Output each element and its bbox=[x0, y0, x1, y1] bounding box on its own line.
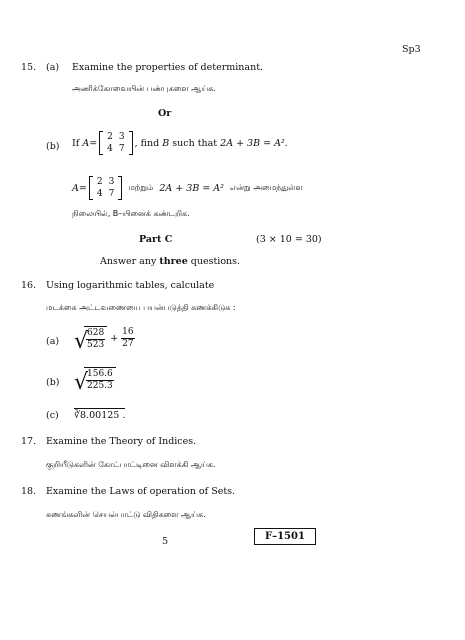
q15b-tamil-mid: மற்றும் bbox=[128, 183, 154, 192]
q15b-find: , find bbox=[134, 137, 160, 149]
q15b-tamil-line1 bbox=[72, 176, 303, 200]
matrix-cell: 7 bbox=[108, 189, 115, 199]
q15b-matrix bbox=[99, 131, 132, 155]
q17-tamil: குறியீடுகளின் கோட்பாட்டினை விளக்கி ஆய்க. bbox=[46, 460, 216, 469]
q16-text: Using logarithmic tables, calculate bbox=[46, 280, 215, 291]
q16b-label: (b) bbox=[46, 377, 60, 388]
radical-icon: √ bbox=[74, 370, 89, 395]
partc-marks: (3 × 10 = 30) bbox=[256, 234, 322, 245]
q16a-numerator2: 16 bbox=[122, 327, 134, 337]
q15b-tamil-eq: = bbox=[78, 182, 87, 194]
q18-number: 18. bbox=[21, 486, 37, 497]
q15b-tamil-matrix bbox=[89, 176, 122, 200]
q17-text: Examine the Theory of Indices. bbox=[46, 436, 197, 447]
q16a-label: (a) bbox=[46, 336, 60, 347]
q17-number: 17. bbox=[21, 436, 37, 447]
q15a-tamil: அணிக்கோவையின் பண்புகளை ஆய்க. bbox=[72, 84, 216, 93]
q16b-denominator: 225.3 bbox=[87, 381, 113, 391]
q16-number: 16. bbox=[21, 280, 37, 291]
q15b-tamil-line2: நிலையில், B–யினைக் கண்டறிக. bbox=[72, 209, 190, 218]
partc-instruction-post: questions. bbox=[190, 256, 241, 267]
q16c-expression: ∛8.00125 . bbox=[74, 410, 126, 421]
matrix-cell: 4 bbox=[96, 189, 103, 199]
q15b-label: (b) bbox=[46, 141, 60, 152]
q16a-denominator2: 27 bbox=[122, 339, 134, 349]
q16a-plus: + bbox=[110, 333, 119, 344]
header-code: Sp3 bbox=[402, 44, 421, 55]
q15a-text: Examine the properties of determinant. bbox=[72, 62, 264, 73]
q15b-tamil-end: என்று அமைந்துள்ள bbox=[230, 183, 303, 192]
q15b-equation: 2A + 3B = A². bbox=[220, 137, 288, 149]
matrix-cell: 4 bbox=[107, 144, 113, 154]
q15b-such: such that bbox=[172, 137, 218, 149]
q15-or: Or bbox=[158, 108, 172, 119]
q16a-fraction2 bbox=[121, 327, 134, 350]
q15b-statement bbox=[72, 131, 288, 155]
q16a-fraction bbox=[86, 328, 105, 351]
partc-title: Part C bbox=[139, 234, 173, 245]
q15b-var-b: B bbox=[162, 137, 170, 149]
q15-number: 15. bbox=[21, 62, 37, 73]
matrix-cell: 2 bbox=[107, 132, 113, 142]
q15b-eq: = bbox=[89, 137, 98, 149]
q16b-expression bbox=[74, 367, 116, 395]
q16b-fraction bbox=[86, 369, 114, 392]
q16-tamil: மடக்கை அட்டவணையை பயன்படுத்தி கணக்கிடுக : bbox=[46, 303, 236, 312]
q15a-label: (a) bbox=[46, 62, 60, 73]
partc-instruction-bold: three bbox=[159, 256, 188, 267]
q16b-sqrt bbox=[74, 367, 116, 395]
q16b-numerator: 156.6 bbox=[87, 369, 113, 379]
q15b-var-a: A bbox=[82, 137, 90, 149]
partc-instruction bbox=[100, 256, 240, 267]
q16a-expression bbox=[74, 326, 135, 354]
q16a-sqrt bbox=[74, 326, 107, 354]
matrix-cell: 7 bbox=[118, 144, 125, 154]
q15b-tamil-equation: 2A + 3B = A² bbox=[159, 182, 224, 194]
q16c-label: (c) bbox=[46, 410, 59, 421]
radical-icon: √ bbox=[74, 329, 89, 354]
matrix-cell: 3 bbox=[118, 132, 125, 142]
page-number: 5 bbox=[162, 536, 169, 547]
q18-tamil: கணங்களின் செயல்பாட்டு விதிகளை ஆய்க. bbox=[46, 510, 206, 519]
matrix-cell: 2 bbox=[96, 177, 103, 187]
q18-text: Examine the Laws of operation of Sets. bbox=[46, 486, 236, 497]
q16a-denominator: 523 bbox=[87, 340, 105, 350]
partc-instruction-pre: Answer any bbox=[100, 256, 157, 267]
q16a-numerator: 628 bbox=[87, 328, 105, 338]
q15b-if: If bbox=[72, 137, 80, 149]
q15b-tamil-var-a: A bbox=[72, 182, 79, 194]
footer-code-box: F–1501 bbox=[254, 528, 316, 545]
matrix-cell: 3 bbox=[108, 177, 115, 187]
